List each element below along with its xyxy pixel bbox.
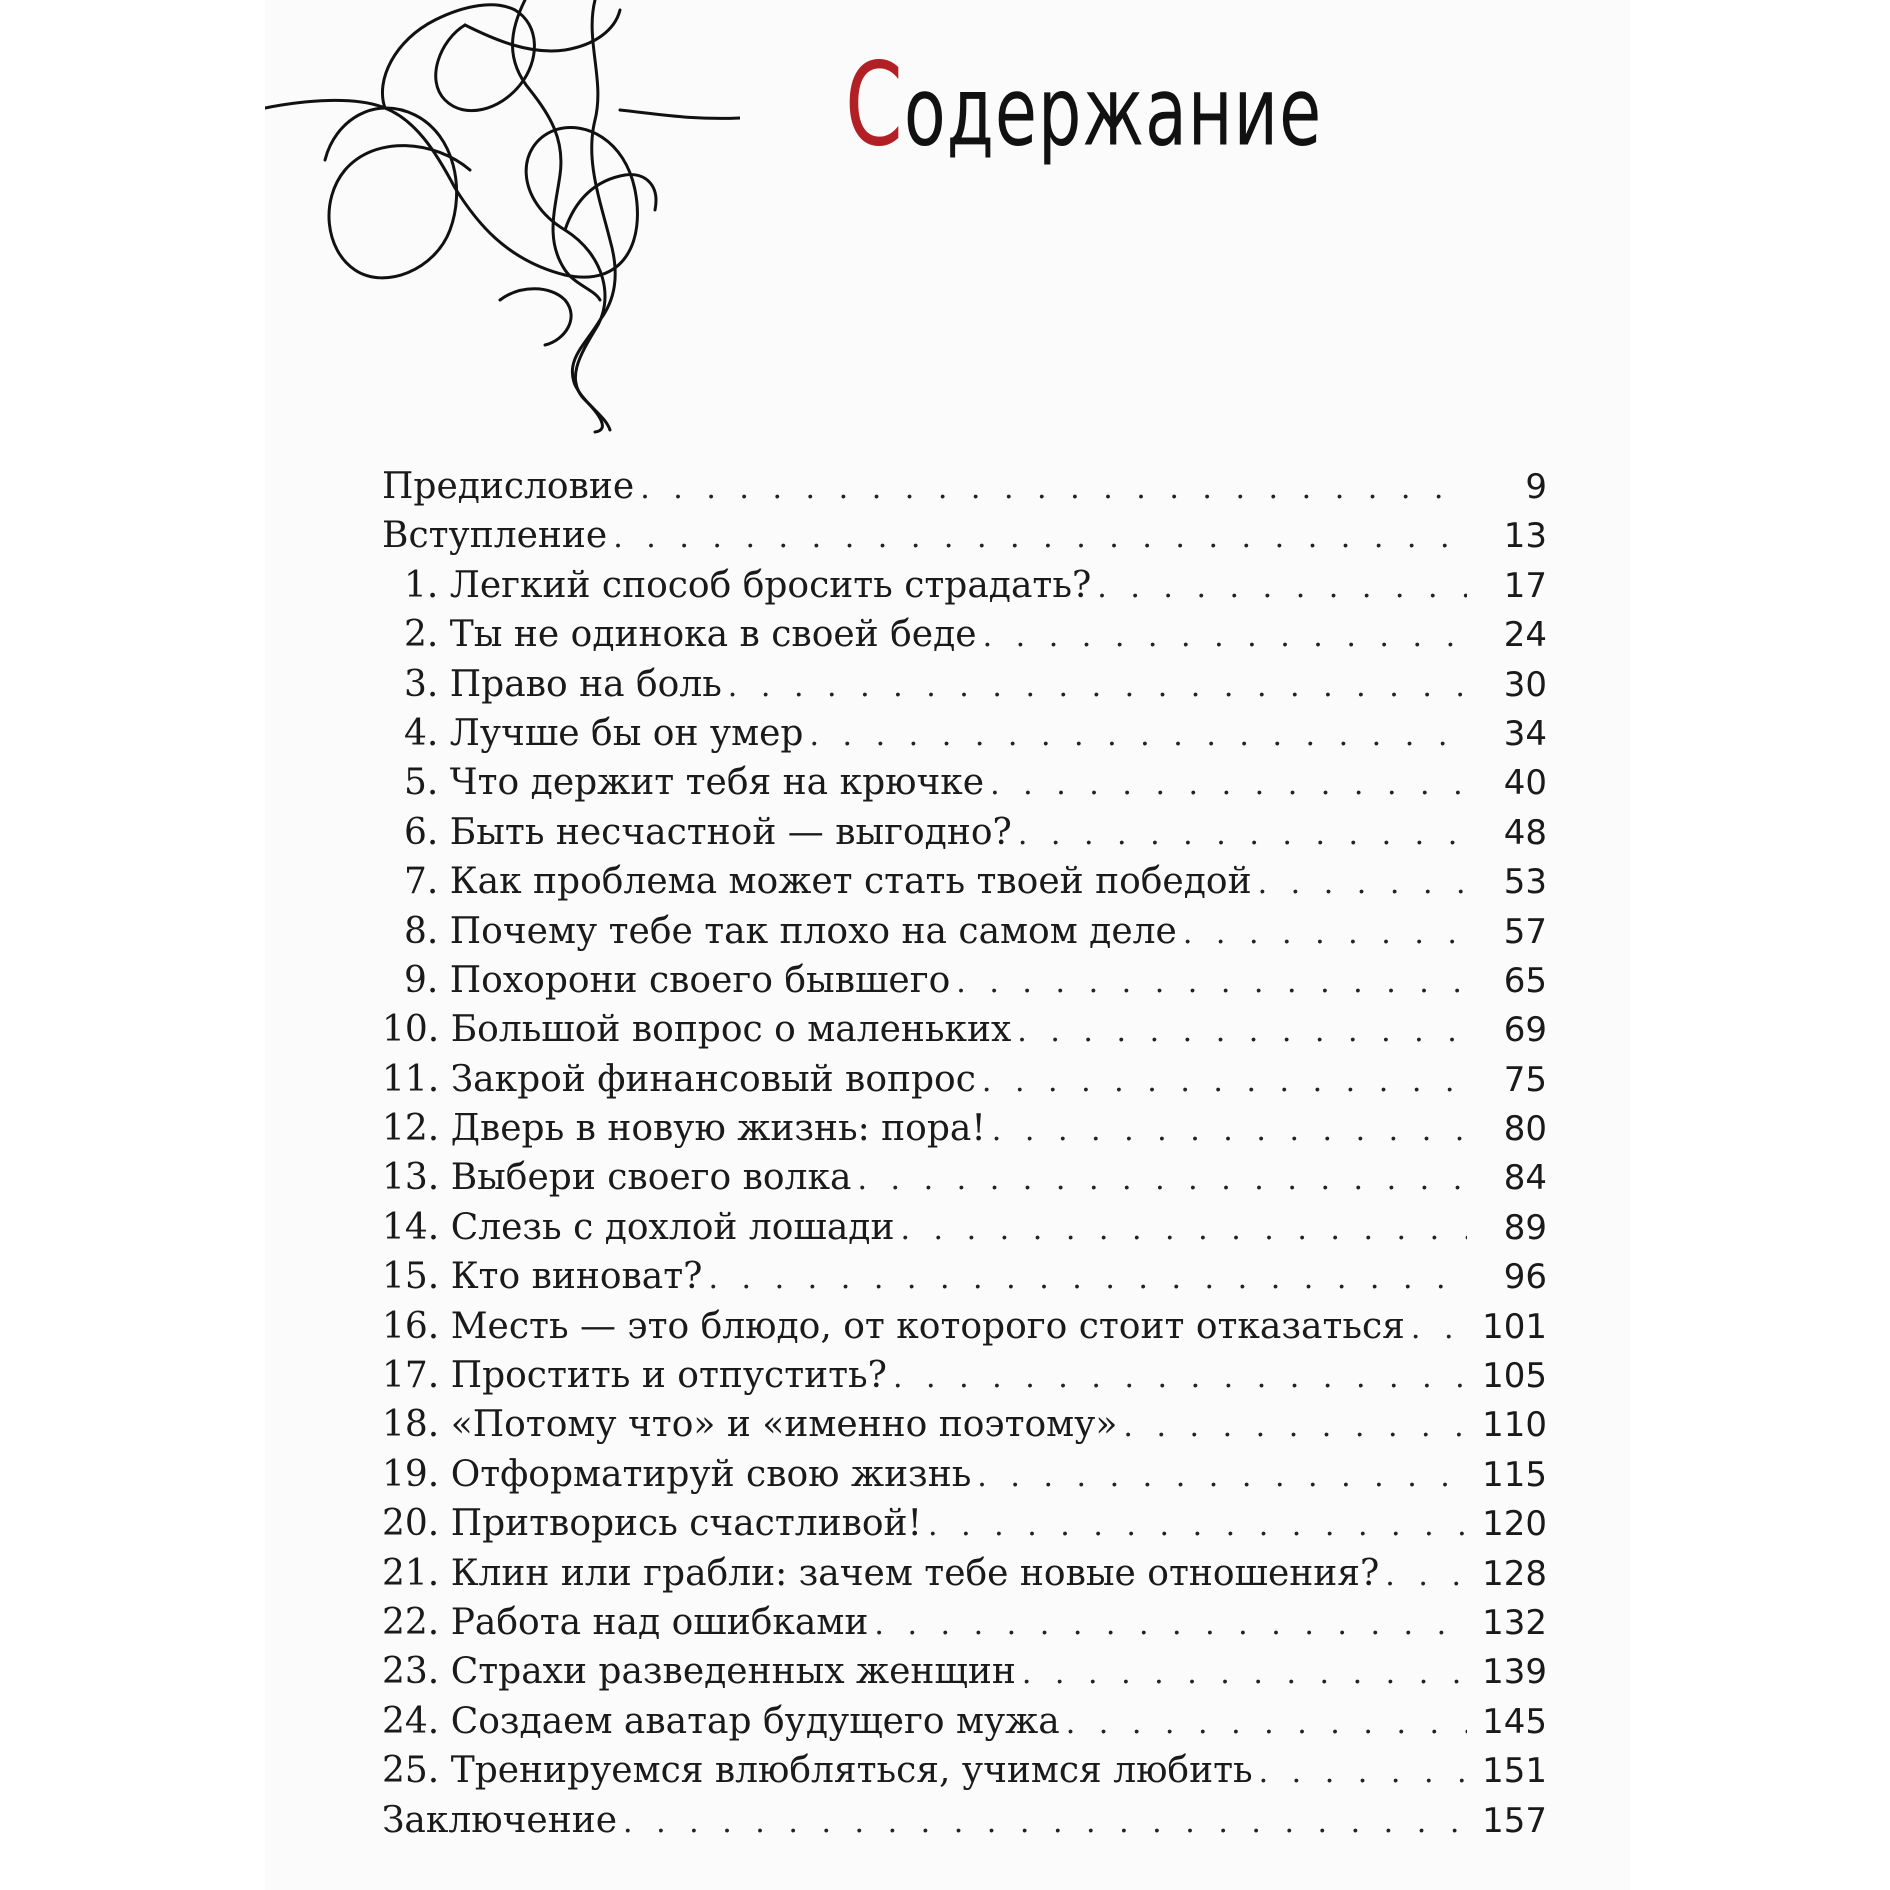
- toc-page-number: 120: [1482, 1504, 1547, 1545]
- toc-page-number: 13: [1503, 516, 1547, 557]
- toc-entry-title: 9. Похорони своего бывшего: [404, 959, 951, 1001]
- toc-entry[interactable]: [382, 956, 1547, 1005]
- toc-page-number: 128: [1482, 1553, 1547, 1594]
- toc-entry-title: Заключение: [382, 1799, 618, 1841]
- toc-entry-title: 11. Закрой финансовый вопрос: [382, 1058, 976, 1100]
- dot-leader: [983, 612, 1467, 661]
- toc-entry[interactable]: [382, 610, 1547, 659]
- toc-entry-title: 8. Почему тебе так плохо на самом деле: [404, 910, 1177, 952]
- dot-leader: [1411, 1304, 1467, 1353]
- toc-entry[interactable]: [382, 857, 1547, 906]
- dot-leader: [874, 1600, 1467, 1649]
- toc-entry-title: Вступление: [382, 515, 608, 557]
- dot-leader: [640, 464, 1467, 513]
- toc-entry[interactable]: [382, 1153, 1547, 1202]
- toc-entry-title: 12. Дверь в новую жизнь: пора!: [382, 1108, 986, 1150]
- toc-page-number: 151: [1482, 1751, 1547, 1792]
- toc-entry[interactable]: [382, 561, 1547, 610]
- contents-heading: [845, 38, 1322, 172]
- toc-entry[interactable]: [382, 1647, 1547, 1696]
- toc-page-number: 157: [1482, 1800, 1547, 1841]
- dot-leader: [992, 1106, 1467, 1155]
- dot-leader: [857, 1155, 1467, 1204]
- toc-page-number: 110: [1482, 1405, 1547, 1446]
- toc-entry[interactable]: [382, 1549, 1547, 1598]
- toc-entry[interactable]: [382, 1796, 1547, 1845]
- toc-page-number: 101: [1482, 1306, 1547, 1347]
- toc-entry-title: 13. Выбери своего волка: [382, 1157, 852, 1199]
- dot-leader: [1183, 909, 1467, 958]
- toc-entry[interactable]: [382, 1400, 1547, 1449]
- toc-entry-title: 21. Клин или грабли: зачем тебе новые отношения?: [382, 1552, 1380, 1594]
- toc-entry-title: 7. Как проблема может стать твоей победой: [404, 861, 1252, 903]
- toc-entry-title: 17. Простить и отпустить?: [382, 1355, 887, 1397]
- toc-entry-title: 3. Право на боль: [404, 663, 722, 705]
- toc-entry[interactable]: [382, 462, 1547, 511]
- toc-page-number: 84: [1503, 1158, 1547, 1199]
- toc-page-number: 132: [1482, 1602, 1547, 1643]
- toc-entry-title: 15. Кто виноват?: [382, 1256, 703, 1298]
- toc-page-number: 145: [1482, 1701, 1547, 1742]
- dot-leader: [977, 1452, 1467, 1501]
- toc-entry[interactable]: [382, 1005, 1547, 1054]
- toc-entry-title: 16. Месть — это блюдо, от которого стоит отказаться: [382, 1305, 1405, 1347]
- toc-entry-title: 2. Ты не одинока в своей беде: [404, 614, 977, 656]
- toc-entry-title: 18. «Потому что» и «именно поэтому»: [382, 1404, 1118, 1446]
- toc-page-number: 48: [1503, 812, 1547, 853]
- dot-leader: [982, 1057, 1467, 1106]
- toc-page-number: 9: [1525, 467, 1547, 507]
- toc-entry-title: 23. Страхи разведенных женщин: [382, 1651, 1016, 1693]
- dot-leader: [1123, 1402, 1467, 1451]
- toc-entry-title: 22. Работа над ошибками: [382, 1601, 869, 1643]
- toc-page-number: 69: [1503, 1010, 1547, 1051]
- toc-entry[interactable]: [382, 808, 1547, 857]
- heading-rest: одержание: [903, 55, 1323, 167]
- toc-entry-title: 20. Притворись счастливой!: [382, 1503, 922, 1545]
- toc-page-number: 75: [1503, 1059, 1547, 1100]
- toc-entry[interactable]: [382, 511, 1547, 560]
- dot-leader: [990, 760, 1467, 809]
- toc-entry[interactable]: [382, 1302, 1547, 1351]
- toc-page-number: 139: [1482, 1652, 1547, 1693]
- dot-leader: [956, 958, 1467, 1007]
- dot-leader: [1022, 1649, 1467, 1698]
- toc-entry[interactable]: [382, 1450, 1547, 1499]
- toc-entry-title: 25. Тренируемся влюбляться, учимся любить: [382, 1750, 1253, 1792]
- toc-page-number: 96: [1503, 1257, 1547, 1298]
- toc-entry-title: 4. Лучше бы он умер: [404, 712, 804, 754]
- toc-entry[interactable]: [382, 1499, 1547, 1548]
- toc-page-number: 30: [1503, 664, 1547, 705]
- heading-first-letter: С: [845, 38, 904, 172]
- toc-entry-title: 10. Большой вопрос о маленьких: [382, 1009, 1012, 1051]
- dot-leader: [893, 1353, 1467, 1402]
- toc-entry[interactable]: [382, 1203, 1547, 1252]
- dot-leader: [613, 513, 1467, 562]
- toc-entry-title: 6. Быть несчастной — выгодно?: [404, 811, 1012, 853]
- dot-leader: [809, 711, 1467, 760]
- dot-leader: [1017, 1007, 1467, 1056]
- dot-leader: [1385, 1551, 1467, 1600]
- toc-page-number: 17: [1503, 565, 1547, 606]
- dot-leader: [623, 1798, 1467, 1847]
- toc-entry[interactable]: [382, 758, 1547, 807]
- toc-entry-title: 1. Легкий способ бросить страдать?: [404, 564, 1092, 606]
- toc-page-number: 40: [1503, 763, 1547, 804]
- toc-entry[interactable]: [382, 1055, 1547, 1104]
- dot-leader: [708, 1254, 1467, 1303]
- table-of-contents: [382, 462, 1547, 1845]
- toc-page-number: 80: [1503, 1109, 1547, 1150]
- toc-entry-title: 19. Отформатируй свою жизнь: [382, 1453, 972, 1495]
- toc-entry[interactable]: [382, 709, 1547, 758]
- toc-entry[interactable]: [382, 660, 1547, 709]
- toc-entry[interactable]: [382, 1598, 1547, 1647]
- toc-entry-title: 24. Создаем аватар будущего мужа: [382, 1700, 1060, 1742]
- toc-entry-title: 14. Слезь с дохлой лошади: [382, 1206, 895, 1248]
- toc-page-number: 89: [1503, 1207, 1547, 1248]
- toc-entry[interactable]: [382, 1746, 1547, 1795]
- toc-page-number: 105: [1482, 1356, 1547, 1397]
- dot-leader: [1066, 1699, 1467, 1748]
- toc-page-number: 24: [1503, 615, 1547, 656]
- toc-entry[interactable]: [382, 1252, 1547, 1301]
- dot-leader: [1097, 563, 1467, 612]
- dot-leader: [900, 1205, 1467, 1254]
- dot-leader: [1018, 810, 1467, 859]
- toc-entry[interactable]: [382, 1104, 1547, 1153]
- dot-leader: [928, 1501, 1467, 1550]
- toc-entry[interactable]: [382, 1351, 1547, 1400]
- dot-leader: [1259, 1748, 1467, 1797]
- toc-page-number: 65: [1503, 960, 1547, 1001]
- dot-leader: [1258, 859, 1467, 908]
- toc-entry[interactable]: [382, 1697, 1547, 1746]
- toc-page-number: 115: [1482, 1454, 1547, 1495]
- toc-page-number: 53: [1503, 862, 1547, 903]
- toc-page-number: 34: [1503, 713, 1547, 754]
- line-art-figure-illustration: [265, 0, 740, 440]
- dot-leader: [728, 662, 1467, 711]
- toc-entry[interactable]: [382, 907, 1547, 956]
- toc-entry-title: Предисловие: [382, 466, 635, 507]
- toc-entry-title: 5. Что держит тебя на крючке: [404, 762, 985, 804]
- toc-page-number: 57: [1503, 911, 1547, 952]
